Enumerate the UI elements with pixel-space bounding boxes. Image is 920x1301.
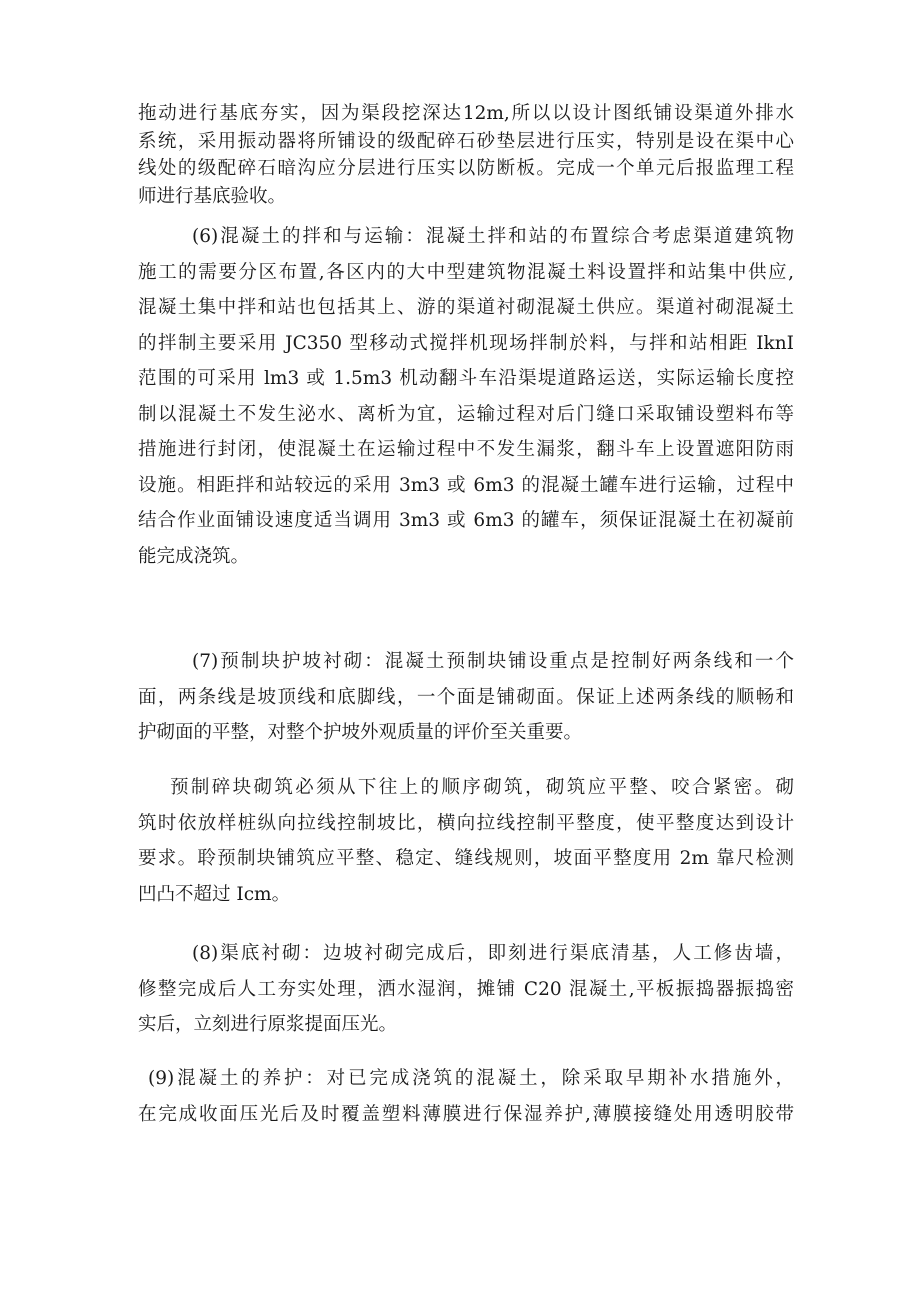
paragraph-concrete-mixing bbox=[138, 219, 794, 574]
text-line: 的拌制主要采用 JC350 型移动式搅拌机现场拌制於料，与拌和站相距 IknI bbox=[138, 332, 794, 354]
paragraph-channel-bottom-lining bbox=[138, 936, 794, 1043]
text-line: 线处的级配碎石暗沟应分层进行压实以防断板。完成一个单元后报监理工程 bbox=[138, 158, 794, 180]
paragraph-precast-block-lining bbox=[138, 644, 794, 751]
text-line: 范围的可采用 lm3 或 1.5m3 机动翻斗车沿渠堤道路运送，实际运输长度控 bbox=[138, 368, 794, 389]
text-line: 师进行基底验收。 bbox=[138, 185, 287, 207]
paragraph-concrete-curing bbox=[138, 1061, 794, 1132]
text-line: 凹凸不超过 Icm。 bbox=[138, 883, 291, 905]
text-line: (9)混凝土的养护：对已完成浇筑的混凝土，除采取早期补水措施外， bbox=[148, 1068, 794, 1089]
text-line: 结合作业面铺设速度适当调用 3m3 或 6m3 的罐车，须保证混凝土在初凝前 bbox=[138, 510, 794, 531]
text-line: 拖动进行基底夯实，因为渠段挖深达12m,所以以设计图纸铺设渠道外排水 bbox=[138, 103, 794, 124]
text-line: 护砌面的平整，对整个护坡外观质量的评价至关重要。 bbox=[138, 722, 583, 743]
paragraph-block-masonry bbox=[138, 770, 794, 912]
text-line: 面，两条线是坡顶线和底脚线，一个面是铺砌面。保证上述两条线的顺畅和 bbox=[138, 686, 794, 708]
text-line: 要求。聆预制块铺筑应平整、稳定、缝线规则，坡面平整度用 2m 靠尺检测 bbox=[138, 848, 794, 869]
text-line: 制以混凝土不发生泌水、离析为宜，运输过程对后门缝口采取铺设塑料布等 bbox=[138, 403, 794, 425]
text-line: 设施。相距拌和站较远的采用 3m3 或 6m3 的混凝土罐车进行运输，过程中 bbox=[138, 474, 794, 496]
text-line: 在完成收面压光后及时覆盖塑料薄膜进行保湿养护,薄膜接缝处用透明胶带 bbox=[138, 1103, 794, 1125]
text-line: 措施进行封闭，使混凝土在运输过程中不发生漏浆，翻斗车上设置遮阳防雨 bbox=[138, 439, 794, 460]
text-line: (6)混凝土的拌和与运输：混凝土拌和站的布置综合考虑渠道建筑物 bbox=[192, 226, 794, 247]
text-line: (7)预制块护坡衬砌：混凝土预制块铺设重点是控制好两条线和一个 bbox=[192, 651, 794, 672]
text-line: 筑时依放样桩纵向拉线控制坡比，横向拉线控制平整度，使平整度达到设计 bbox=[138, 812, 794, 834]
text-line: 混凝土集中拌和站也包括其上、游的渠道衬砌混凝土供应。渠道衬砌混凝土 bbox=[138, 297, 794, 318]
text-line: 修整完成后人工夯实处理，洒水湿润，摊铺 C20 混凝土,平板振捣器振捣密 bbox=[138, 978, 794, 1000]
text-line: (8)渠底衬砌：边坡衬砌完成后，即刻进行渠底清基，人工修齿墙， bbox=[192, 943, 794, 964]
paragraph-base-compaction bbox=[138, 100, 794, 210]
text-line: 系统，采用振动器将所铺设的级配碎石砂垫层进行压实，特别是设在渠中心 bbox=[138, 130, 794, 152]
text-line: 实后，立刻进行原浆提面压光。 bbox=[138, 1014, 398, 1035]
text-line: 施工的需要分区布置,各区内的大中型建筑物混凝土料设置拌和站集中供应, bbox=[138, 261, 794, 283]
text-line: 能完成浇筑。 bbox=[138, 545, 250, 567]
text-line: 预制碎块砌筑必须从下往上的顺序砌筑，砌筑应平整、咬合紧密。砌 bbox=[170, 777, 794, 798]
